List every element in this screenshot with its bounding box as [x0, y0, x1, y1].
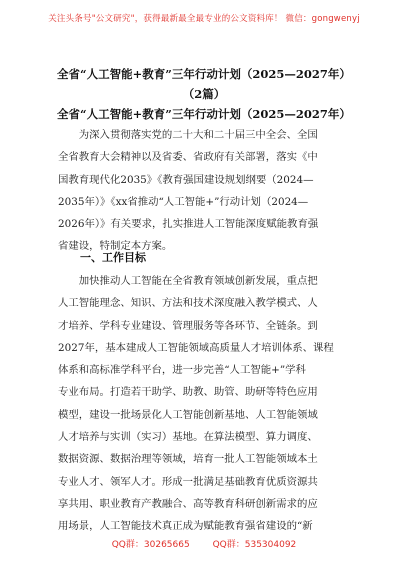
intro-paragraph: [58, 124, 368, 258]
text-line: 2035年）》《xx省推动“人工智能+”行动计划（2024—: [58, 195, 309, 208]
qq-group-2: QQ群：535304092: [212, 540, 297, 550]
section-title: 全省“人工智能+教育”三年行动计划（2025—2027年）: [57, 107, 351, 121]
text-line: 模型，建设一批场景化人工智能创新基地、人工智能领域: [58, 408, 318, 421]
text-line: 人工智能理念、知识、方法和技术深度融入教学模式、人: [58, 297, 318, 310]
text-line: 为深入贯彻落实党的二十大和二十届三中全会、全国: [58, 129, 318, 141]
text-line: 省建设，特制定本方案。: [58, 240, 173, 253]
promo-banner: 关注头条号"公文研究"，获得最新最全最专业的公文资料库！ 微信：gongwenyj: [48, 14, 360, 24]
text-line: 体系和高标准学科平台，进一步完善“人工智能+”学科: [58, 364, 306, 377]
footer-contact: [0, 537, 408, 550]
text-line: 2026年）》有关要求，扎实推进人工智能深度赋能教育强: [58, 218, 319, 231]
text-line: 专业布局。打造若干助学、助教、助管、助研等特色应用: [58, 386, 318, 399]
text-line: 国教育现代化2035》《教育强国建设规划纲要（2024—: [58, 173, 314, 186]
text-line: 专业人才、领军人才。形成一批满足基础教育优质资源共: [58, 475, 318, 488]
text-line: 才培养、学科专业建设、管理服务等各环节、全链条。到: [58, 319, 318, 332]
text-line: 数据资源、数据治理等领域，培育一批人工智能领域本土: [58, 453, 318, 466]
text-line: 2027年，基本建成人工智能领域高质量人才培训体系、课程: [58, 341, 334, 354]
text-line: 加快推动人工智能在全省教育领域创新发展，重点把: [58, 275, 318, 287]
document-title: 全省“人工智能+教育”三年行动计划（2025—2027年）: [57, 67, 351, 81]
section-heading: 一、工作目标: [80, 251, 146, 264]
document-subtitle: （2篇）: [182, 87, 226, 101]
text-line: 全省教育大会精神以及省委、省政府有关部署，落实《中: [58, 151, 318, 164]
text-line: 享共用、职业教育产教融合、高等教育科研创新需求的应: [58, 497, 318, 510]
text-line: 人才培养与实训（实习）基地。在算法模型、算力调度、: [58, 431, 318, 444]
text-line: 用场景，人工智能技术真正成为赋能教育强省建设的“新: [58, 520, 313, 533]
qq-group-1: QQ群：30265665: [111, 540, 190, 550]
body-paragraph: [58, 270, 368, 538]
